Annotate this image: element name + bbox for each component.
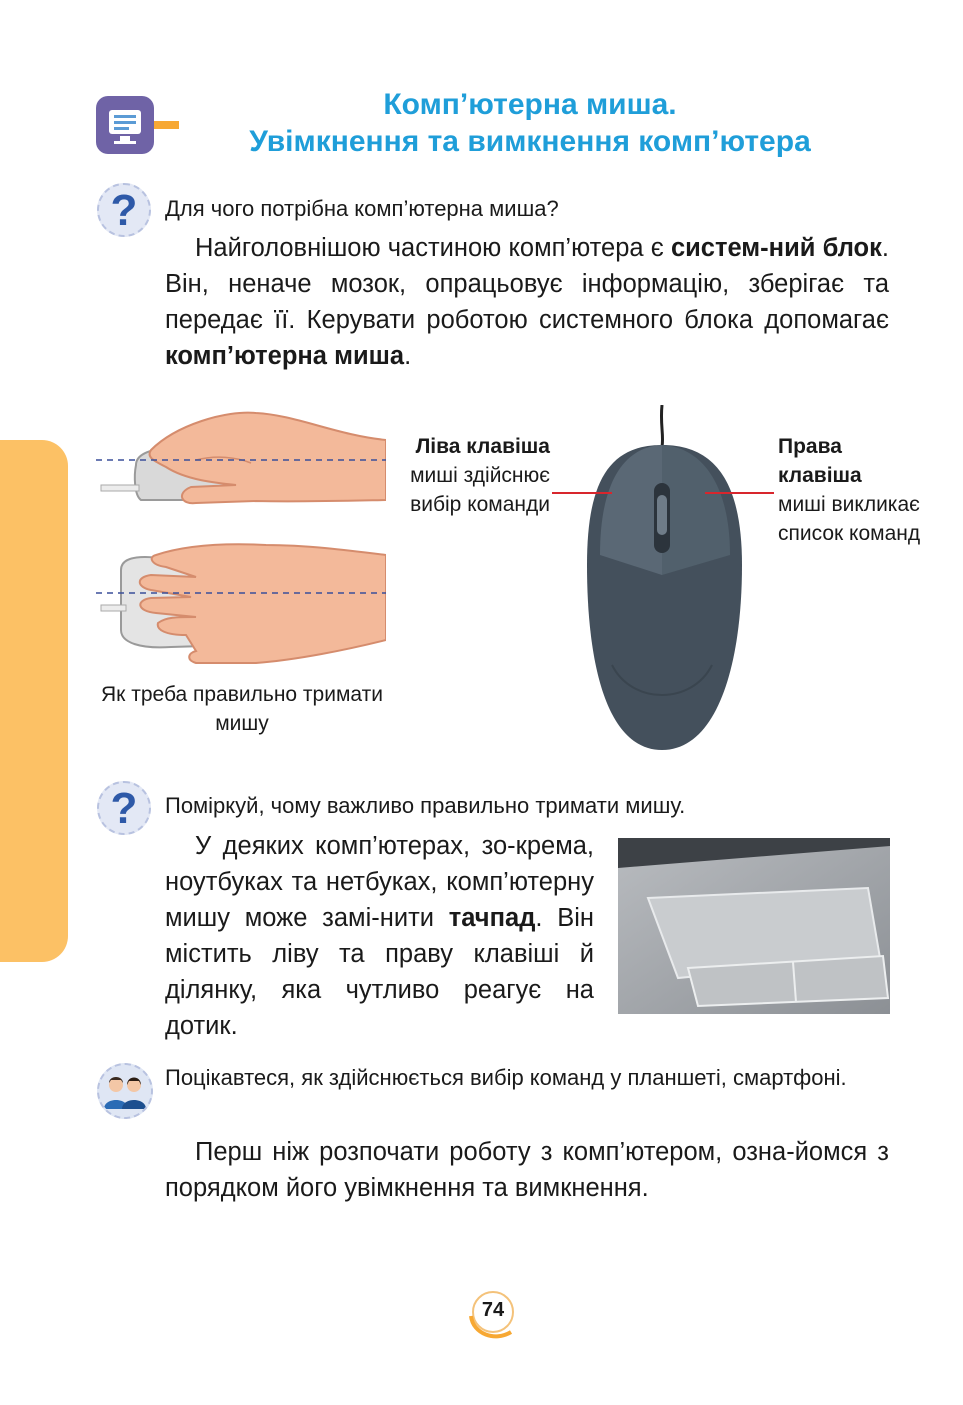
left-button-title: Ліва клавіша [415,435,550,458]
touchpad-image [618,838,890,1014]
right-button-label [778,432,928,548]
question-icon: ? [97,183,151,237]
left-button-desc: миші здійснює вибір команди [410,464,550,516]
hands-caption: Як треба правильно тримати мишу [101,683,383,735]
p2-text-2: . Він містить ліву та праву клавіші й ділянку, яка чутливо реагує на дотик. [165,904,594,1040]
p2-text-1: У деяких комп’ютерах, зо-крема, ноутбуках та нетбуках, комп’ютерну мишу може замі-нити [165,832,594,932]
question-2: Поміркуй, чому важливо правильно тримати мишу. [165,793,686,818]
p1-text-1: Найголовнішою частиною комп’ютера є [195,234,671,262]
paragraph-power: Перш ніж розпочати роботу з комп’ютером, озна-йомся з порядком його увімкнення та вимкнення. [165,1138,889,1202]
paragraph-touchpad [165,828,594,1044]
hand-on-mouse-illustration [96,405,386,675]
side-tab-decoration [0,440,68,962]
computer-monitor-icon [96,96,154,154]
paragraph-system-unit [165,230,889,374]
question-icon: ? [97,781,151,835]
question-1: Для чого потрібна комп’ютерна миша? [165,196,559,221]
question-3: Поцікавтеся, як здійснюється вибір команд у планшеті, смартфоні. [165,1065,847,1090]
page-number-badge [465,1286,521,1342]
page-number: 74 [481,1299,505,1321]
p1-text-3: . [404,342,412,370]
left-button-label [400,432,550,519]
term-computer-mouse: комп’ютерна миша [165,342,405,370]
title-line-1: Комп’ютерна миша. [383,88,677,121]
term-touchpad: тачпад [448,904,536,932]
page-title [180,86,880,160]
title-accent-dash [154,121,179,129]
right-button-desc: миші викликає список команд [778,493,921,545]
computer-mouse-image [552,405,782,755]
title-line-2: Увімкнення та вимкнення комп’ютера [249,125,811,158]
term-system-unit: систем-ний блок [670,234,882,262]
people-icon [97,1063,153,1119]
p1-text-2: . Він, неначе мозок, опрацьовує інформацію, зберігає та передає її. Керувати роботою системного блока допомагає [165,234,889,334]
right-button-title: Права клавіша [778,435,862,487]
